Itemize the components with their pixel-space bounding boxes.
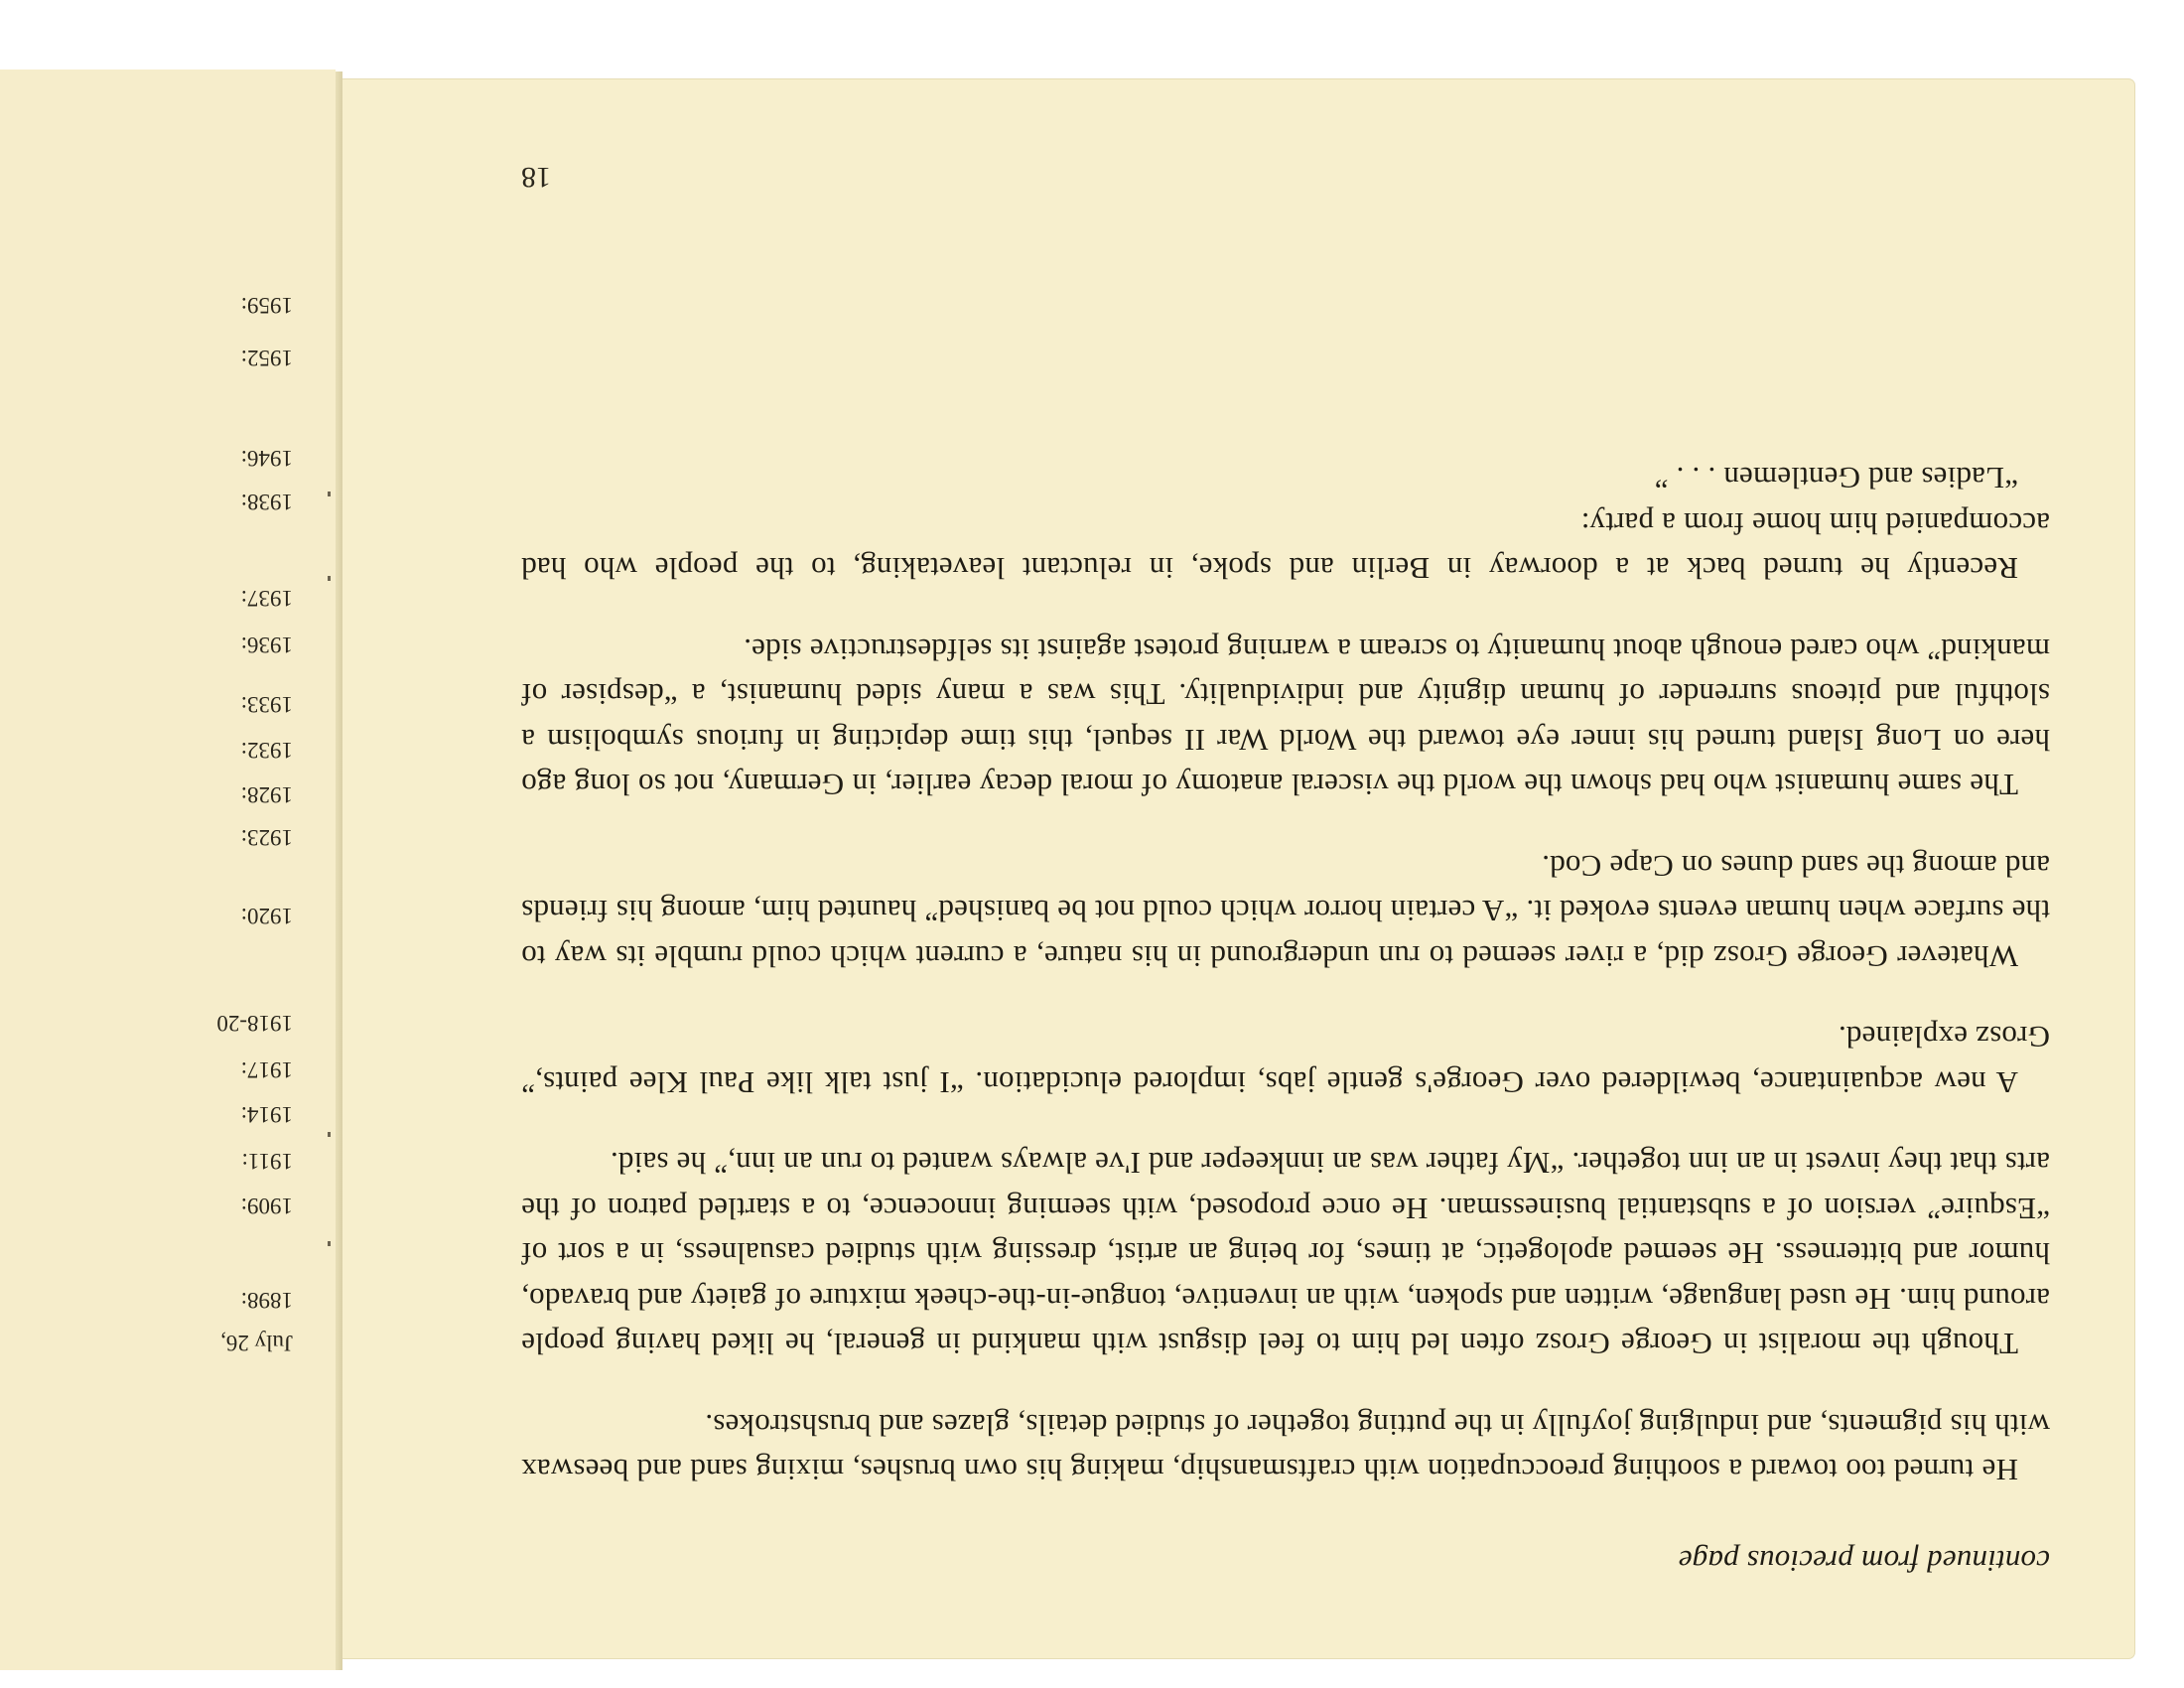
timeline-date: 1946: [240, 446, 293, 471]
timeline-date: 1911: [241, 1149, 293, 1174]
margin-mark [328, 492, 331, 496]
paragraph-2: Though the moralist in George Grosz often led him to feel disgust with mankind in general, he liked having people around him. He used language, written and spoken, with an inventive, tongue-in-the-cheek mixture of gaiety and bravado, humor and bitterness. He seemed apologetic, at times, for being an artist, dressing with studied casualness, in a sort of “Esquire” version of a substantial businessman. He once proposed, with seeming innocence, to a startled patron of the arts that they invest in an inn together. “My father was an innkeeper and I've always wanted to run an inn,” he said. [521, 1146, 2050, 1362]
margin-mark [328, 576, 331, 581]
timeline-date: 1920: [240, 904, 293, 928]
page-number: 18 [521, 161, 551, 194]
scan-border [0, 0, 2184, 68]
timeline-date: 1932: [240, 738, 293, 763]
paragraph-6: Recently he turned back at a doorway in Berlin and spoke, in reluctant leavetaking, to the people who had accompanied him home from a party: [521, 506, 2050, 587]
timeline-date: 1928: [240, 782, 293, 807]
timeline-date: 1936: [240, 633, 293, 657]
timeline-date: 1952: [240, 346, 293, 370]
timeline-date: 1959: [240, 293, 293, 318]
timeline-date: 1933: [240, 692, 293, 717]
timeline-date: 1898: [240, 1288, 293, 1313]
margin-mark [328, 1241, 331, 1246]
paragraph-4: Whatever George Grosz did, a river seemed to run underground in his nature, a current which could rumble its way to the surface when human events evoked it. “A certain horror which could not be banished” haunted him, among his friends and among the sand dunes on Cape Cod. [521, 849, 2050, 974]
continued-label: continued from precious page [1678, 1544, 2050, 1579]
timeline-date: July 26, [220, 1331, 293, 1355]
timeline-date: 1909: [240, 1194, 293, 1218]
paragraph-3: A new acquaintance, bewildered over George's gentle jabs, implored elucidation. “I just talk like Paul Klee paints,” Grosz explained. [521, 1020, 2050, 1100]
paragraph-1: He turned too toward a soothing preoccupation with craftsmanship, making his own brushes, mixing sand and beeswax with his pigments, and indulging joyfully in the putting together of studied details, glazes and brushstrokes. [521, 1408, 2050, 1488]
timeline-date: 1938: [240, 490, 293, 514]
timeline-date: 1937: [240, 586, 293, 611]
timeline-date: 1923: [240, 825, 293, 850]
timeline-date: 1918-20 [216, 1011, 293, 1036]
timeline-dates [55, 0, 293, 1688]
timeline-date: 1917: [240, 1057, 293, 1082]
margin-mark [328, 1132, 331, 1137]
paragraph-5: The same humanist who had shown the world the visceral anatomy of moral decay earlier, in Germany, not so long ago here on Long Island turned his inner eye toward the World War II sequel, this time depicting in furious symbolism a slothful and piteous surrender of human dignity and individuality. This was a many sided humanist, a “despiser of mankind” who cared enough about humanity to scream a warning protest against its selfdestructive side. [521, 633, 2050, 803]
quote-ending: “Ladies and Gentlemen . . . ” [1654, 461, 2018, 496]
timeline-date: 1914: [240, 1102, 293, 1127]
body-text [521, 420, 2050, 1584]
